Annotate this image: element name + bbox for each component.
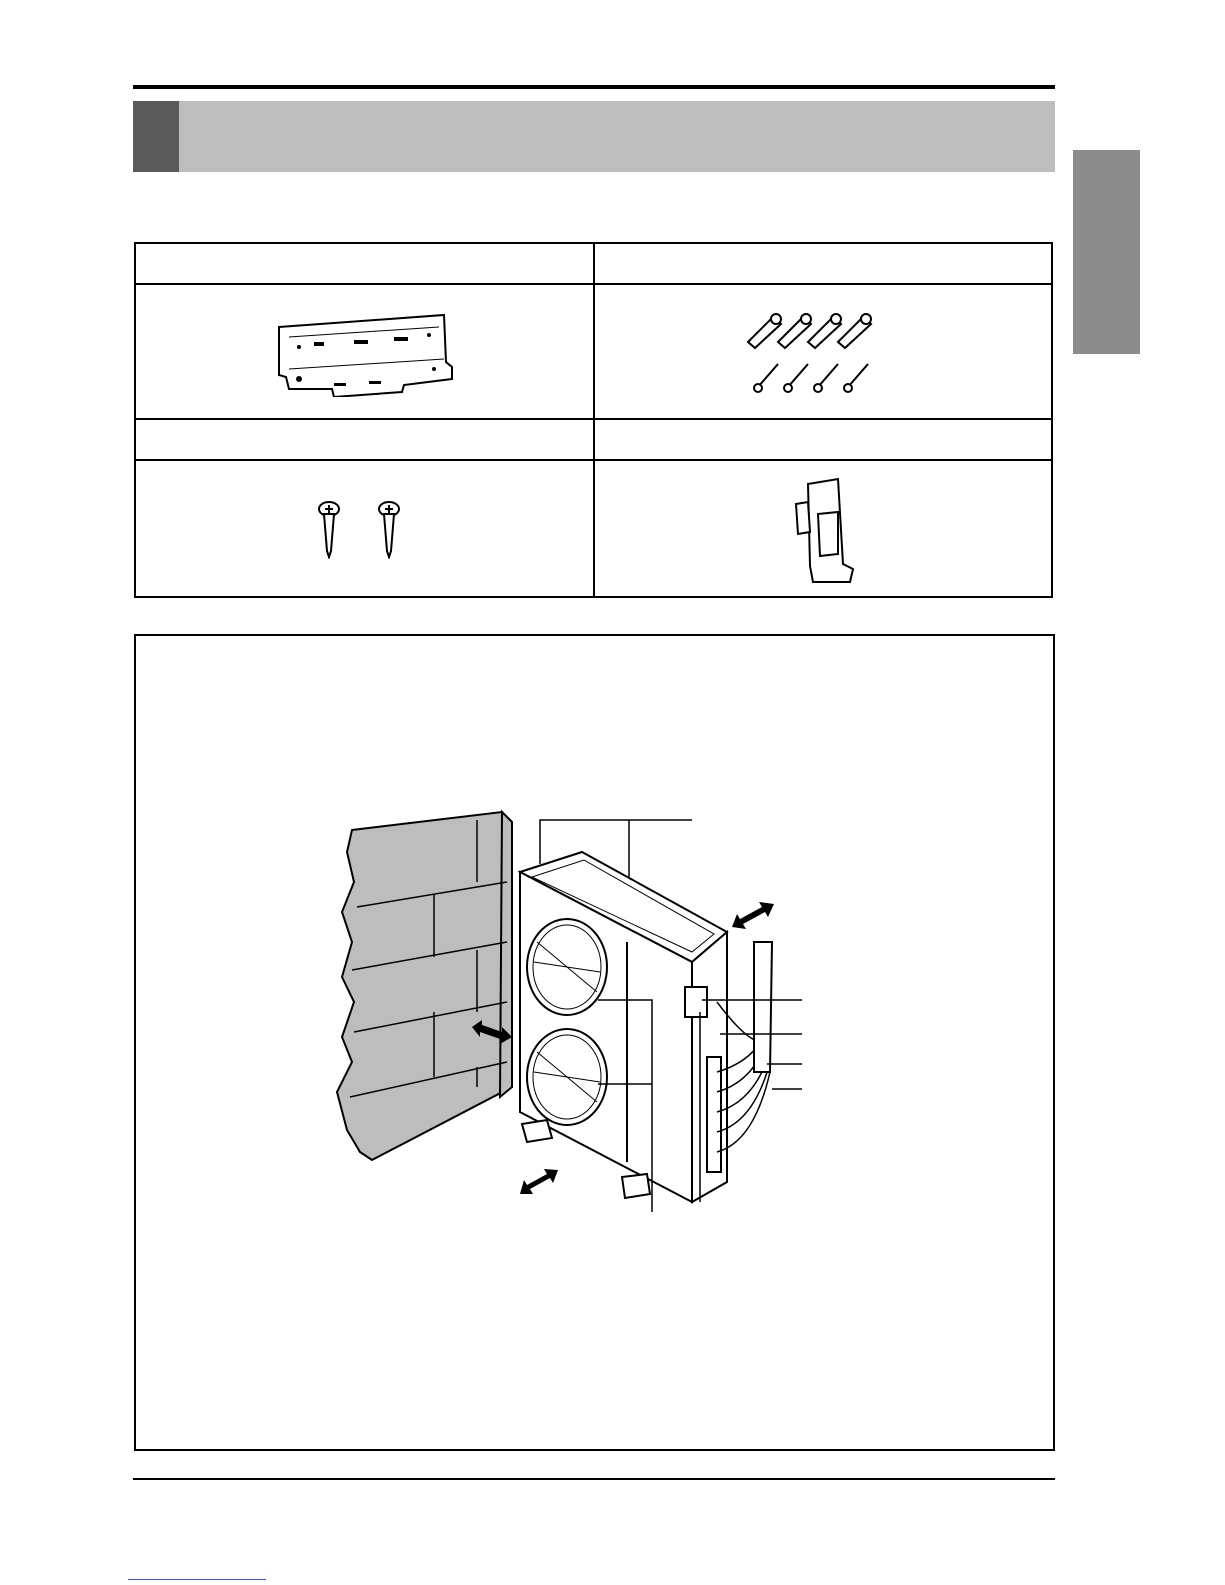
remote-holder-cell (594, 460, 1053, 597)
parts-table (134, 242, 1053, 598)
footer-link-underline[interactable] (128, 1579, 266, 1580)
installation-illustration-box (134, 634, 1055, 1451)
language-side-tab (1073, 150, 1140, 354)
remote-holder-icon (788, 474, 858, 584)
anchors-and-screws-cell (594, 284, 1053, 419)
parts-header-left (135, 243, 594, 284)
section-header-bar (133, 101, 1055, 172)
anchor-and-screw-icon (743, 302, 903, 402)
top-rule (133, 85, 1055, 89)
parts-header-right-2 (594, 419, 1053, 460)
parts-header-right (594, 243, 1053, 284)
installation-plate-cell (135, 284, 594, 419)
parts-header-left-2 (135, 419, 594, 460)
installation-plate-icon (274, 307, 454, 397)
section-number-block (133, 101, 179, 172)
fixing-screw-icon (309, 499, 419, 559)
fixing-screws-cell (135, 460, 594, 597)
outdoor-unit-installation-icon (136, 636, 1053, 1449)
bottom-rule (133, 1478, 1055, 1480)
